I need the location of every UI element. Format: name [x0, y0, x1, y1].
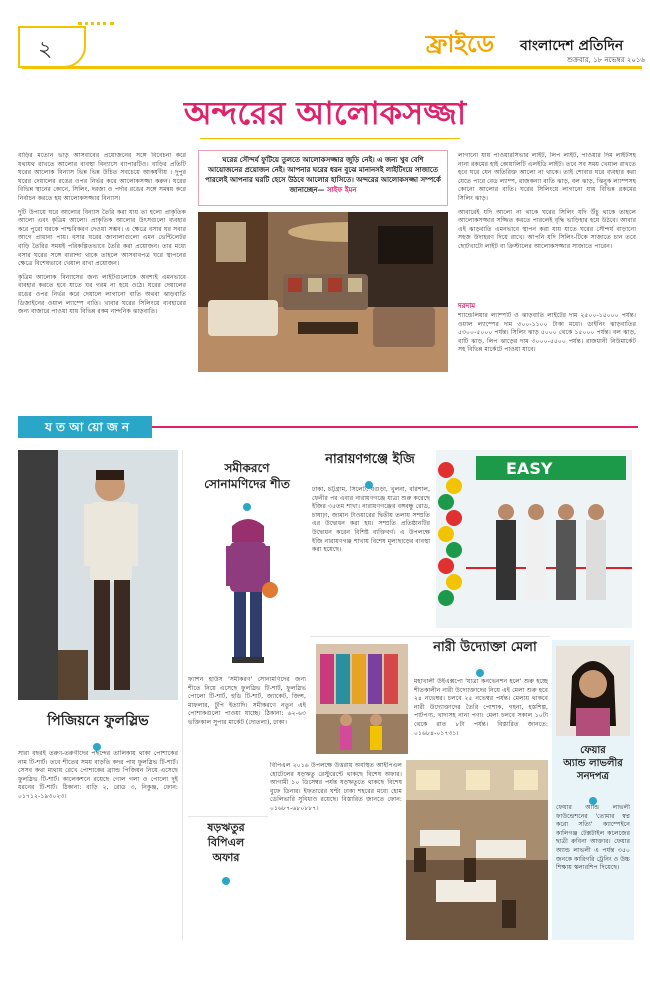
living-room-photo: [198, 212, 448, 372]
nari-mela-photo: [316, 644, 408, 754]
title-underline: [200, 138, 460, 139]
shomikoron-title-line-1: সমীকরণে: [224, 461, 270, 475]
bpl-title-line-3: অফার: [212, 851, 240, 864]
header-date: শুক্রবার, ১৮ নভেম্বর ২০১৬: [566, 56, 645, 64]
events-header: [0, 414, 650, 440]
pigeon-title: পিজিয়নে ফুলস্লিভ: [47, 713, 149, 729]
bpl-title: [188, 820, 264, 865]
pigeon-text: সারা বছরই তরুণ-তরুণীদের পছন্দের তালিকায় থাকা পোশাকের নাম টি-শার্ট। তবে শীতের সময় বাড়তি কদর পায় ফুলস্লিভ টি-শার্ট। সেসব কথা মাথায় রেখে পোশাকের ব্র্যান্ড পিজিয়ন নিয়ে এসেছে ফুলস্লিভ টি-শার্ট। কালেকশনে রয়েছে গোল গলা ও পোলো দুই ধরনের টি-শার্ট। ঠিকানা: বাড়ি ২, রোড ৩, নিকুঞ্জ, ফোন: ০১৭১২-১৯৩০২৩।: [18, 750, 178, 800]
restaurant-photo: [406, 760, 548, 940]
fair-lovely-title-line-2: অ্যান্ড লাভলীর: [563, 758, 623, 769]
bpl-text: বিপিএল ২০১৬ উপলক্ষে উত্তরায় অবস্থিত আইপিএল হোটেলের ষড়ঋতু রেস্টুরেন্টে থাকছে বিশেষ অফার। আগামী ১০ ডিসেম্বর পর্যন্ত ষড়ঋতুতে থাকছে বিশেষ বুফে ডিনার। ইফতারের ঘণ্টা ঢাকা শহরের মধ্যে হোম ডেলিভারি সুবিধাও রয়েছে। বিস্তারিত জানতে ফোন: ০১৬৮৭-৬৮০৮৮৭।: [270, 762, 402, 812]
feature-column-4: [458, 152, 636, 298]
paragraph: দুটি উপায়ে ঘরে আলোর বিন্যাস তৈরি করা যায় তা হলো প্রাকৃতিক আলো এবং কৃত্রিম আলো। প্রাকৃতিক আলোর উৎসগুলো ব্যবহার করে পুরো ঘরকে পাশ্চবিকরণ দেওয়া সম্ভব। এ ক্ষেত্রে বসার ঘর সবার আগে প্রাধান্য পায়। বসার ঘরের জানালাগুলো এমন ভেন্টিলেটর বাড়ি তৈরির সময়ই পরিকল্পিতভাবে তৈরি করা প্রয়োজন। তার মধ্যে বসার ঘরের সঙ্গে বারান্দা থাকে তাহলে আসবাবপত্র ঘরে স্থাপনের ক্ষেত্রে বিশেষভাবে খেয়াল রাখা প্রয়োজন।: [18, 208, 186, 268]
pigeon-model-photo: [18, 450, 178, 700]
header-dots: [78, 22, 114, 29]
easy-store-photo: [436, 450, 632, 628]
living-room-illustration: [198, 212, 448, 372]
bpl-title-line-2: বিপিএল: [207, 836, 245, 849]
paragraph: আবারেই যদি আলো না থাকে ঘরের সিলিং যদি উঁচু থাকে তাহলে আলোকসজ্জার সজ্জিত করতে পারলেই বৃদ্ধি ভাড়িহার হয়ে উঠবে। আবার এই ঝাড়বাতি এমনভাবে স্থাপন করা যায় যাতে ঘরের সৌন্দর্য বাড়ানো সহজ উদাহরণ দিয়ে রাখে। আপনি যদি সিলিং-টিকে সাজাতে চান তবে ছোটখাটো লাইট বা ক্রিস্টালের আলোকসজ্জার সাজাতে পারেন।: [458, 208, 636, 250]
shomikoron-title-line-2: সোনামণিদের শীত: [204, 477, 290, 491]
fair-lovely-title-line-3: সনদপত্র: [577, 771, 609, 782]
paragraph: লাগানো যায় পাওয়ারসিভার লাইট, লিপ লাইট, পাওয়ার দিম লাইটসহ নানা রকমের হাই কোয়ালিটি এলইডি লাইট। তবে সব সময় খেয়াল রাখতে হবে ঘরে যেন অতিরিক্ত আলো না থাকে। তাই শোবার ঘরে ব্যবহার করা যেতে পারে বেড ল্যাম্প, রাজকন্যা বাতি ঝাড়, বল ঝাড়, ঝিনুক ল্যাম্পসহ কোনো আলোর বাতি। ঘরের সিলিংয়ে লাগানো যায় বিভিন্ন রকমের সিলিং ঝাড়।: [458, 152, 636, 202]
shomikoron-text: ফ্যাশন হাউস 'সমীকরণ' সোনামণিদের জন্য শীতে নিয়ে এসেছে ফুলস্লিভ টি-শার্ট, ফুলস্লিভ পোলো টি-শার্ট, হুডি টি-শার্ট, জ্যাকেট, জিন্স, মাফলার, টুপি ইত্যাদি। সমীকরণে নতুন এই পোশাকগুলো পাওয়া যাচ্ছে। ঠিকানা: ৬২-৬৩ ভক্তিকাল সুপার মার্কেট (দোতলা), ঢাকা।: [188, 676, 306, 726]
store-opening-illustration: [436, 450, 632, 628]
fair-lovely-text: ফেয়ার অ্যান্ড লাভলী ফাউন্ডেশনের 'তোমার স্বপ্ন করো সত্যি' ক্যাম্পেইনে কালিগঞ্জ টেক্সটাইল কলেজের ছাত্রী রুবিনা আক্তার। ফেয়ার অ্যান্ড লাভলী এ পর্যন্ত ৩৫০ জনকে কারিগরি ট্রেনিং ও উচ্চ শিক্ষায় স্কলারশিপ দিয়েছে।: [556, 804, 630, 872]
separator-line: [188, 816, 268, 817]
child-illustration: [188, 512, 306, 672]
restaurant-illustration: [406, 760, 548, 940]
separator-line: [182, 450, 183, 940]
page-number: ২: [38, 37, 53, 62]
fair-stall-illustration: [316, 644, 408, 754]
feature-column-1: [18, 152, 186, 364]
page-number-box: [18, 26, 86, 68]
fair-lovely-title-line-1: ফেয়ার: [580, 745, 606, 756]
friday-section-logo: ফ্রাইডে: [425, 29, 495, 58]
paragraph: কৃত্রিম আলোক বিন্যাসের জন্য লাইটগুলোকে অবশ্যই এমনভাবে ব্যবহার করতে হবে যাতে ঘর গরম না হয়ে ওঠে। ঘরের দেয়ালের রঙের ওপর নির্ভর করে দেয়ালে লাগানো বাতি অথবা ঝাড়বাতি ডিজাইনের ওয়াল ল্যাম্পে বাতি। খাবার ঘরের সিলিংয়ে ব্যবহারের জন্য বাজারে পাওয়া যায় বিভিন্ন রকম নান্দনিক ঝাড়বাতি।: [18, 273, 186, 316]
nari-mela-text: মহাখালী উইএক্সপো 'যাত্রা কনভেনশন হলে' শুরু হচ্ছে শীতকালীন নারী উদ্যোক্তাদের নিয়ে এই মেলা শুরু হবে ২৪ নভেম্বর। চলবে ২৫ নভেম্বর পর্যন্ত। মেলায় থাকবে নারী উদ্যোক্তাদের তৈরি পোশাক, গহনা, হস্তশিল্প, পাটপণ্য, খাদ্যসহ নানা পণ্য। মেলা চলবে সকাল ১০টা থেকে রাত ৮টা পর্যন্ত। বিস্তারিত জানতে: ০১৬৮৪-০১৭৩১।: [414, 678, 548, 737]
student-portrait-illustration: [556, 646, 630, 736]
nari-mela-title: নারী উদ্যোক্তা মেলা: [433, 640, 537, 655]
header: [0, 0, 650, 80]
events-header-title: য ত আ য়ো জ ন: [44, 420, 130, 434]
separator-line: [310, 636, 550, 637]
newspaper-name: বাংলাদেশ প্রতিদিন: [520, 38, 624, 54]
header-accent-bar: [22, 66, 642, 69]
bpl-bullet: [222, 870, 230, 889]
narayanganj-text: ঢাকা, চট্টগ্রাম, সিলেট, বগুড়া, খুলনা, বরিশাল, ফেনীর পর এবার নারায়ণগঞ্জে যাত্রা শুরু করেছে ইজির ৩৫তম শাখা। নারায়ণগঞ্জের বঙ্গবন্ধু রোড, চাষাঢ়া, জামান টাওয়ারের দ্বিতীয় তলায় সম্প্রতি এর উদ্বোধন করা হয়। সম্প্রতি প্রতিষ্ঠানটির উদ্বোধন করেন বিশিষ্ট ব্যক্তিবর্গ। এ উপলক্ষে ইজি নারায়ণগঞ্জ শাখায় বিশেষ মূল্যছাড়ের ব্যবস্থা করা হয়েছে।: [312, 486, 430, 554]
feature-author: সাইফ ইমন: [327, 185, 357, 194]
prices-heading: দরদাম: [458, 302, 476, 310]
narayanganj-title: নারায়ণগঞ্জে ইজি: [325, 452, 415, 467]
prices-text: শ্যান্ডেলিয়ার ল্যাম্পটি ও ঝাড়বাতি লাইটের দাম ২৫০০-১৫০০০ পর্যন্ত। ওয়াল ল্যাম্পের দাম ৩০০-১১০০ টাকা মধ্যে। ডাইনিং ঝাড়বাতির ৫৩০০-৫০০০ পর্যন্ত। সিলিং ঝাড় ৫০০০ থেকে ১৫০০০ পর্যন্ত। বল ঝাড়, বাটি ঝাড়, লিপ ঝাড়ের দাম ৩০০০-৫৫০০ পর্যন্ত। রাজধানী নিউমার্কেট সহ বিভিন্ন মার্কেটে পাওয়া যাবে।: [458, 312, 636, 354]
shomikoron-title: [188, 460, 306, 492]
fair-lovely-photo: [556, 646, 630, 736]
prices-block: [458, 300, 636, 370]
paragraph: বাড়ির মতোন ভাড় আসবাবের প্রয়োজনের সঙ্গে বিবেচনা করে যথাযথ রাখতে আলোর ব্যবস্থা বিন্যাসে ব্যাপারটিও। বাড়ির প্রতিটি ঘরের আলোক বিন্যাস ভিন্ন ভিন্ন উচিত সবচেয়ে আকর্ষণীয় । দুপুর ঘরের দেয়ালের রঙের ওপর নির্ভর করে আলোকসজ্জা করুন। ঘরের বিভিন্ন স্থানের কোনে, সিলিং, দরজা ও পর্দার রঙের সঙ্গে সমন্বয় করে নির্বাচন করতে হয় আলোকসজ্জার বিন্যাস।: [18, 152, 186, 202]
feature-quote-box: [198, 150, 448, 206]
fair-lovely-title: [552, 744, 634, 783]
feature-title: অন্দরের আলোকসজ্জা: [183, 94, 467, 132]
shomikoron-child-photo: [188, 512, 306, 672]
man-illustration: [18, 450, 178, 700]
feature-quote: ঘরের সৌন্দর্য ফুটিয়ে তুলতে আলোকসজ্জার জুড়ি নেই। এ জন্য খুব বেশি আয়োজনের প্রয়োজন নেই। আপনার ঘরের ধরন বুঝে মানানসই লাইটিংয়ে সাজাতে পারলেই আপনার ঘরটি হেসে উঠবে আলোর হাসিতে। অন্দরের আলোকসজ্জা সম্পর্কে জানাচ্ছেন— সাইফ ইমন: [205, 155, 441, 194]
svg-text:EASY: EASY: [506, 459, 553, 478]
bpl-title-line-1: ষড়ঋতুর: [207, 821, 245, 834]
